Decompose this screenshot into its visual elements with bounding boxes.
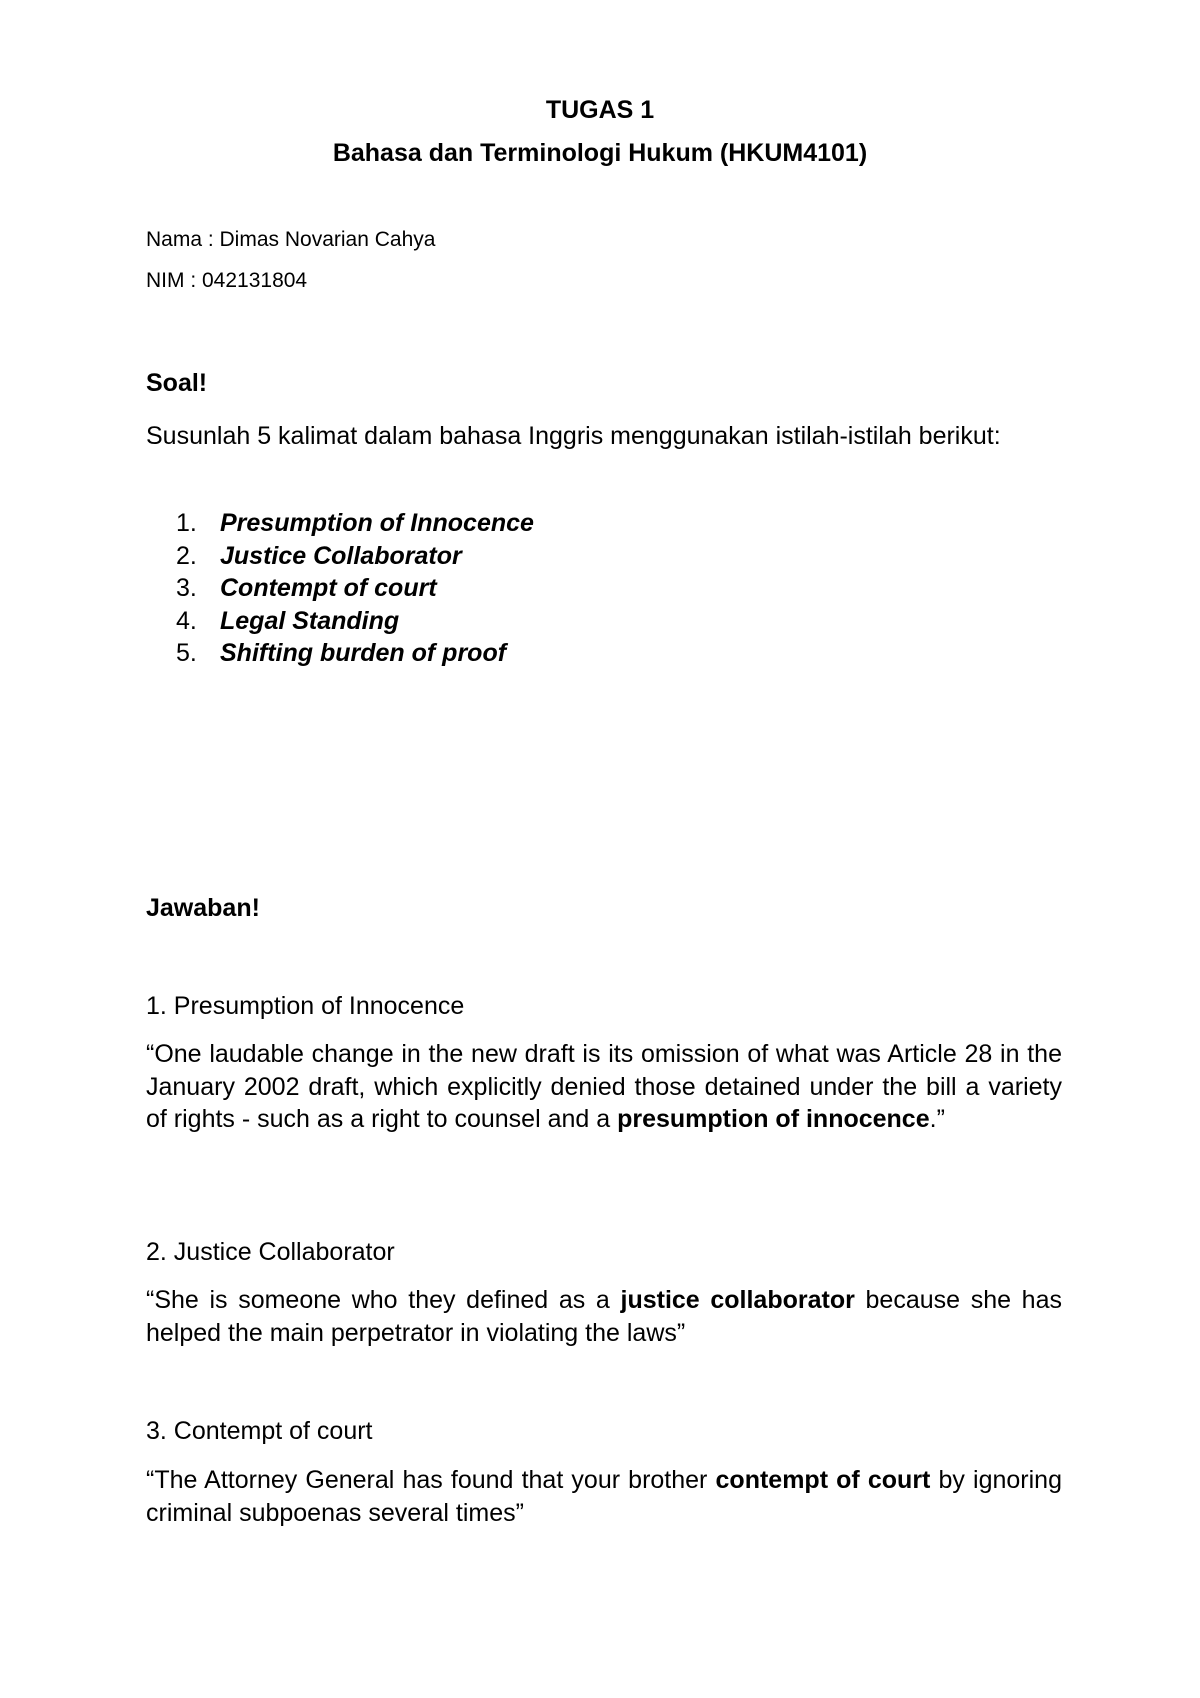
answer-1-sentence <box>146 1038 1062 1136</box>
answer-2-text-after: because she has helped the main perpetrator in violating the laws” <box>146 1286 1062 1347</box>
term-label: Presumption of Innocence <box>220 509 534 537</box>
answer-1-text-before: “One laudable change in the new draft is its omission of what was Article 28 in the January 2002 draft, which explicitly denied those detained under the bill a variety of rights - such as a right to counsel and a <box>146 1040 1062 1133</box>
term-item <box>176 540 534 573</box>
answer-2-title: 2. Justice Collaborator <box>146 1238 395 1266</box>
term-item <box>176 637 534 670</box>
term-label: Justice Collaborator <box>220 541 462 570</box>
answer-1-highlight: presumption of innocence <box>617 1105 930 1133</box>
answer-1-text-after: .” <box>929 1105 945 1133</box>
term-number: 5. <box>176 639 197 667</box>
course-title: Bahasa dan Terminologi Hukum (HKUM4101) <box>332 139 868 167</box>
answer-3-text-before: “The Attorney General has found that your brother <box>146 1466 716 1494</box>
answer-2-sentence <box>146 1284 1062 1349</box>
term-label: Shifting burden of proof <box>220 639 507 667</box>
answer-3-highlight: contempt of court <box>715 1466 931 1494</box>
answer-2-text-before: “She is someone who they defined as a <box>146 1286 621 1314</box>
term-item <box>176 572 534 605</box>
student-nim: NIM : 042131804 <box>146 269 308 292</box>
answer-3-title: 3. Contempt of court <box>146 1417 373 1445</box>
question-heading: Soal! <box>146 369 208 397</box>
answer-2-highlight: justice collaborator <box>620 1286 855 1314</box>
answer-1-title: 1. Presumption of Innocence <box>146 992 465 1020</box>
term-number: 1. <box>176 509 197 537</box>
answers-heading: Jawaban! <box>146 894 260 922</box>
term-item <box>176 507 534 540</box>
answer-3-sentence <box>146 1464 1062 1529</box>
question-prompt: Susunlah 5 kalimat dalam bahasa Inggris menggunakan istilah-istilah berikut: <box>146 422 1001 450</box>
term-number: 3. <box>176 574 197 602</box>
terms-list <box>176 507 534 670</box>
student-name: Nama : Dimas Novarian Cahya <box>146 228 436 251</box>
document-title: TUGAS 1 <box>545 96 655 124</box>
term-item <box>176 605 534 638</box>
term-number: 4. <box>176 606 197 635</box>
term-label: Contempt of court <box>220 574 437 602</box>
term-label: Legal Standing <box>220 606 400 635</box>
answer-3-text-after: by ignoring criminal subpoenas several times” <box>146 1466 1062 1527</box>
term-number: 2. <box>176 541 197 570</box>
